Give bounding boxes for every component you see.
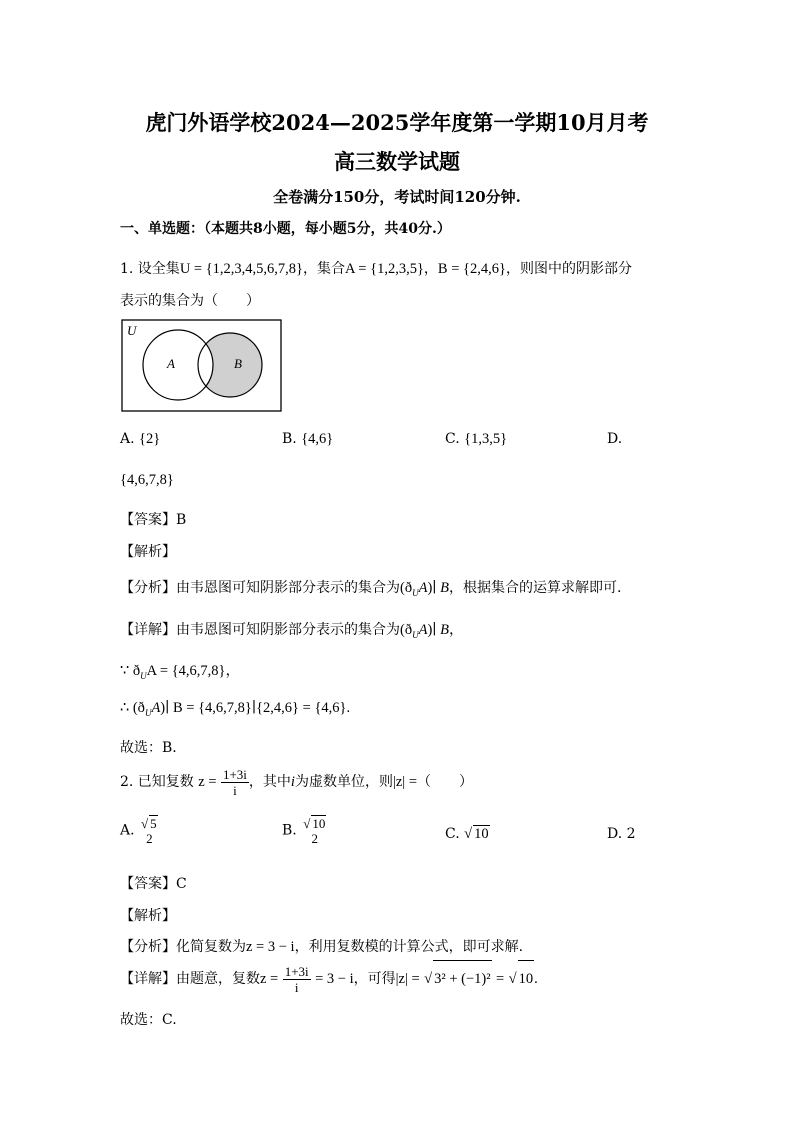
q1-answer: 【答案】B bbox=[120, 512, 187, 528]
q2-xj-val: √ 10. bbox=[509, 971, 538, 987]
q2-mid2: 为虚数单位，则 bbox=[294, 774, 393, 790]
option-value: √ 10 2 bbox=[303, 816, 326, 846]
q1-analysis-label: 【解析】 bbox=[120, 544, 176, 560]
q1-set-a: A = {1,2,3,5} bbox=[345, 261, 424, 277]
q2-xj-fraction: $\frac{1+3i}{i}$ bbox=[284, 963, 309, 995]
q1-because: ∵ $ð_UA = \{4,6,7,8\}$， bbox=[120, 663, 241, 681]
q2-fenxi-end: ，利用复数模的计算公式，即可求解. bbox=[294, 939, 524, 955]
option-value: √ 5 2 bbox=[141, 816, 157, 846]
q1-set-b: B = {2,4,6} bbox=[437, 261, 506, 277]
q1-xiangjie bbox=[120, 618, 464, 640]
option-letter: A. bbox=[120, 822, 135, 839]
option-letter: B. bbox=[282, 431, 297, 447]
venn-label-u: U bbox=[127, 323, 137, 338]
q1-fenxi bbox=[120, 577, 621, 598]
q1-choice: 故选：B. bbox=[120, 740, 177, 756]
q1-option-d-value: {4,6,7,8} bbox=[120, 472, 174, 488]
q2-i-var: i bbox=[290, 774, 295, 790]
venn-label-a: A bbox=[167, 356, 175, 371]
q2-fenxi-expr: z = 3 − i bbox=[246, 939, 295, 955]
option-value: {1,3,5} bbox=[464, 431, 508, 447]
q2-xj-root: √ 3² + (−1)² bbox=[424, 971, 491, 987]
q2-option-d[interactable]: D. 2 bbox=[607, 826, 636, 842]
q2-option-b[interactable] bbox=[282, 815, 328, 846]
q2-xj-abs: |z| = bbox=[395, 971, 420, 987]
q1-prefix: 1. 设全集 bbox=[120, 261, 180, 277]
q2-choice: 故选：C. bbox=[120, 1012, 177, 1028]
q2-fenxi bbox=[120, 936, 523, 956]
q2-xj-text: 【详解】由题意，复数 bbox=[120, 971, 260, 987]
option-value: √ 10 bbox=[464, 826, 489, 842]
q2-end: （ ） bbox=[417, 774, 473, 790]
q1-stem bbox=[120, 258, 632, 278]
q1-xiangjie-text: 【详解】由韦恩图可知阴影部分表示的集合为 bbox=[120, 622, 400, 638]
exam-info: 全卷满分150分，考试时间120分钟. bbox=[273, 188, 521, 206]
q1-option-d[interactable]: D. bbox=[607, 431, 623, 447]
page-title: 虎门外语学校2024—2025学年度第一学期10月月考 bbox=[145, 110, 649, 135]
option-value: {4,6} bbox=[301, 431, 334, 447]
q1-option-c[interactable] bbox=[445, 431, 507, 448]
q1-fenxi-end: ，根据集合的运算求解即可. bbox=[449, 580, 622, 596]
option-letter: B. bbox=[282, 822, 297, 839]
q1-stem-line2: 表示的集合为（ ） bbox=[120, 293, 260, 309]
option-letter: C. bbox=[445, 826, 460, 842]
q1-comma: ， bbox=[423, 261, 438, 277]
q2-abs: |z| = bbox=[392, 774, 417, 790]
q1-option-a[interactable] bbox=[120, 431, 160, 448]
q1-fenxi-expr: $(ð_UA)∣$ B bbox=[400, 580, 449, 598]
q2-answer: 【答案】C bbox=[120, 876, 187, 892]
option-letter: A. bbox=[120, 431, 135, 447]
q1-option-b[interactable] bbox=[282, 431, 333, 448]
q1-suffix: ，则图中的阴影部分 bbox=[505, 261, 632, 277]
q1-xiangjie-expr: $(ð_UA)∣$ B， bbox=[400, 622, 464, 640]
q2-fenxi-text: 【分析】化简复数为 bbox=[120, 939, 246, 955]
q2-option-a[interactable] bbox=[120, 815, 160, 846]
q2-xj-eq: = bbox=[496, 971, 505, 987]
section-heading: 一、单选题：（本题共8小题，每小题5分，共40分.） bbox=[120, 221, 451, 237]
q2-stem bbox=[120, 764, 473, 800]
page-subtitle: 高三数学试题 bbox=[334, 149, 460, 174]
q2-z-eq: z = bbox=[198, 774, 217, 790]
q1-fenxi-text: 【分析】由韦恩图可知阴影部分表示的集合为 bbox=[120, 580, 400, 596]
q2-mid: ，其中 bbox=[248, 774, 291, 790]
q2-xiangjie bbox=[120, 960, 538, 997]
q1-mid1: ，集合 bbox=[303, 261, 346, 277]
q1-therefore: ∴ $(ð_UA)∣$ B = {4,6,7,8}∣{2,4,6} = {4,6}. bbox=[120, 700, 351, 718]
q2-xj-mid: ，可得 bbox=[353, 971, 396, 987]
q2-prefix: 2. 已知复数 bbox=[120, 774, 194, 790]
venn-label-b: B bbox=[234, 356, 242, 371]
venn-diagram bbox=[120, 318, 284, 414]
q2-xj-result: = 3 − i bbox=[315, 971, 354, 987]
option-value: {2} bbox=[139, 431, 161, 447]
q2-xj-z: z = bbox=[260, 971, 279, 987]
q2-analysis-label: 【解析】 bbox=[120, 908, 176, 924]
q2-option-c[interactable] bbox=[445, 825, 490, 843]
q2-fraction: $\frac{1+3i}{i}$ bbox=[222, 766, 247, 798]
option-letter: C. bbox=[445, 431, 460, 447]
q1-set-u: U = {1,2,3,4,5,6,7,8} bbox=[179, 261, 304, 277]
